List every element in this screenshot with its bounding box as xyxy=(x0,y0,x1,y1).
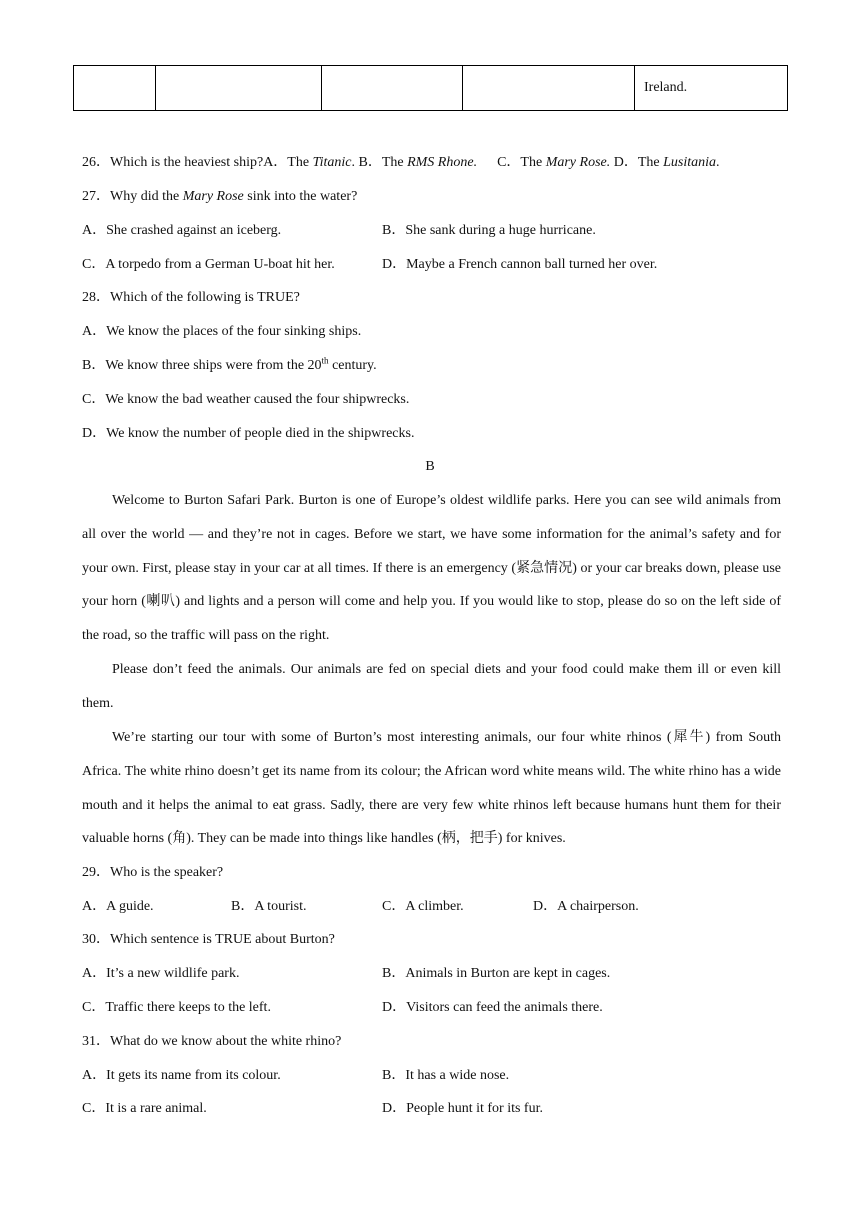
q27-option-a: A．She crashed against an iceberg. xyxy=(82,223,282,238)
table-cell xyxy=(156,66,322,111)
q29-option-c: C．A climber. xyxy=(382,899,464,914)
option-c xyxy=(497,155,610,170)
option-a-prefix: A．The xyxy=(263,155,313,170)
q31-option-c: C．It is a rare animal. xyxy=(82,1101,207,1116)
question-27-stem xyxy=(82,187,357,207)
question-29-stem: 29．Who is the speaker? xyxy=(82,865,224,880)
q31-option-b: B．It has a wide nose. xyxy=(382,1068,510,1083)
ordinal-suffix: th xyxy=(321,355,329,366)
q28-option-d: D．We know the number of people died in the shipwrecks. xyxy=(82,426,415,441)
q30-option-c: C．Traffic there keeps to the left. xyxy=(82,1000,271,1015)
table-cell xyxy=(322,66,463,111)
question-28-stem: 28．Which of the following is TRUE? xyxy=(82,290,300,305)
option-a-suffix: . xyxy=(351,155,359,170)
q28-option-a: A．We know the places of the four sinking ships. xyxy=(82,324,362,339)
q29-option-a: A．A guide. xyxy=(82,899,154,914)
q27-option-c: C．A torpedo from a German U-boat hit her. xyxy=(82,257,335,272)
stem-suffix: sink into the water? xyxy=(243,189,358,204)
option-a xyxy=(263,155,358,170)
data-table-fragment xyxy=(73,65,788,111)
table-cell xyxy=(463,66,635,111)
question-26 xyxy=(82,153,720,173)
q31-option-a: A．It gets its name from its colour. xyxy=(82,1068,281,1083)
option-d xyxy=(610,155,719,170)
q30-option-b: B．Animals in Burton are kept in cages. xyxy=(382,966,611,981)
table-row xyxy=(74,66,788,111)
option-a-ship: Titanic xyxy=(312,155,352,170)
option-c-ship: Mary Rose. xyxy=(545,155,611,170)
option-b-suffix: century. xyxy=(328,358,377,373)
stem-ship: Mary Rose xyxy=(182,189,244,204)
section-heading: B xyxy=(425,459,435,474)
q31-option-d: D．People hunt it for its fur. xyxy=(382,1101,543,1116)
option-b-prefix: B．The xyxy=(358,155,408,170)
option-d-prefix: D．The xyxy=(610,155,664,170)
option-c-prefix: C．The xyxy=(497,155,546,170)
passage-paragraph-3: We’re starting our tour with some of Burton’s most interesting animals, our four white rhinos (犀牛) from South Africa. The white rhino doesn’t get its name from its colour; the African word white means wild. The white rhino has a wide mouth and it helps the animal to eat grass. Sadly, there are very few white rhinos left because humans hunt them for their valuable horns (角). They can be made into things like handles (柄，把手) for knives. xyxy=(82,730,781,847)
option-b xyxy=(358,155,477,170)
passage-paragraph-1: Welcome to Burton Safari Park. Burton is one of Europe’s oldest wildlife parks. Here you can see wild animals from all over the world — and they’re not in cages. Before we start, we have some information for the animal’s safety and for your own. First, please stay in your car at all times. If there is an emergency (紧急情况) or your car breaks down, please use your horn (喇叭) and lights and a person will come and help you. If you would like to stop, please do so on the left side of the road, so the traffic will pass on the right. xyxy=(82,493,781,644)
option-d-ship: Lusitania xyxy=(663,155,717,170)
option-d-suffix: . xyxy=(716,155,720,170)
stem-prefix: 27．Why did the xyxy=(82,189,183,204)
q30-option-d: D．Visitors can feed the animals there. xyxy=(382,1000,603,1015)
question-31-stem: 31．What do we know about the white rhino? xyxy=(82,1034,342,1049)
q29-option-d: D．A chairperson. xyxy=(533,899,639,914)
option-b-ship: RMS Rhone. xyxy=(407,155,478,170)
question-30-stem: 30．Which sentence is TRUE about Burton? xyxy=(82,932,335,947)
table-cell: Ireland. xyxy=(635,66,788,111)
q28-option-c: C．We know the bad weather caused the four shipwrecks. xyxy=(82,392,410,407)
passage-paragraph-2: Please don’t feed the animals. Our animals are fed on special diets and your food could make them ill or even kill them. xyxy=(82,662,781,711)
question-stem: 26．Which is the heaviest ship? xyxy=(82,155,264,170)
q28-option-b xyxy=(82,356,377,376)
q27-option-b: B．She sank during a huge hurricane. xyxy=(382,223,596,238)
q30-option-a: A．It’s a new wildlife park. xyxy=(82,966,240,981)
q27-option-d: D．Maybe a French cannon ball turned her over. xyxy=(382,257,658,272)
q29-option-b: B．A tourist. xyxy=(231,899,307,914)
option-b-prefix: B．We know three ships were from the 20 xyxy=(82,358,322,373)
table-cell xyxy=(74,66,156,111)
